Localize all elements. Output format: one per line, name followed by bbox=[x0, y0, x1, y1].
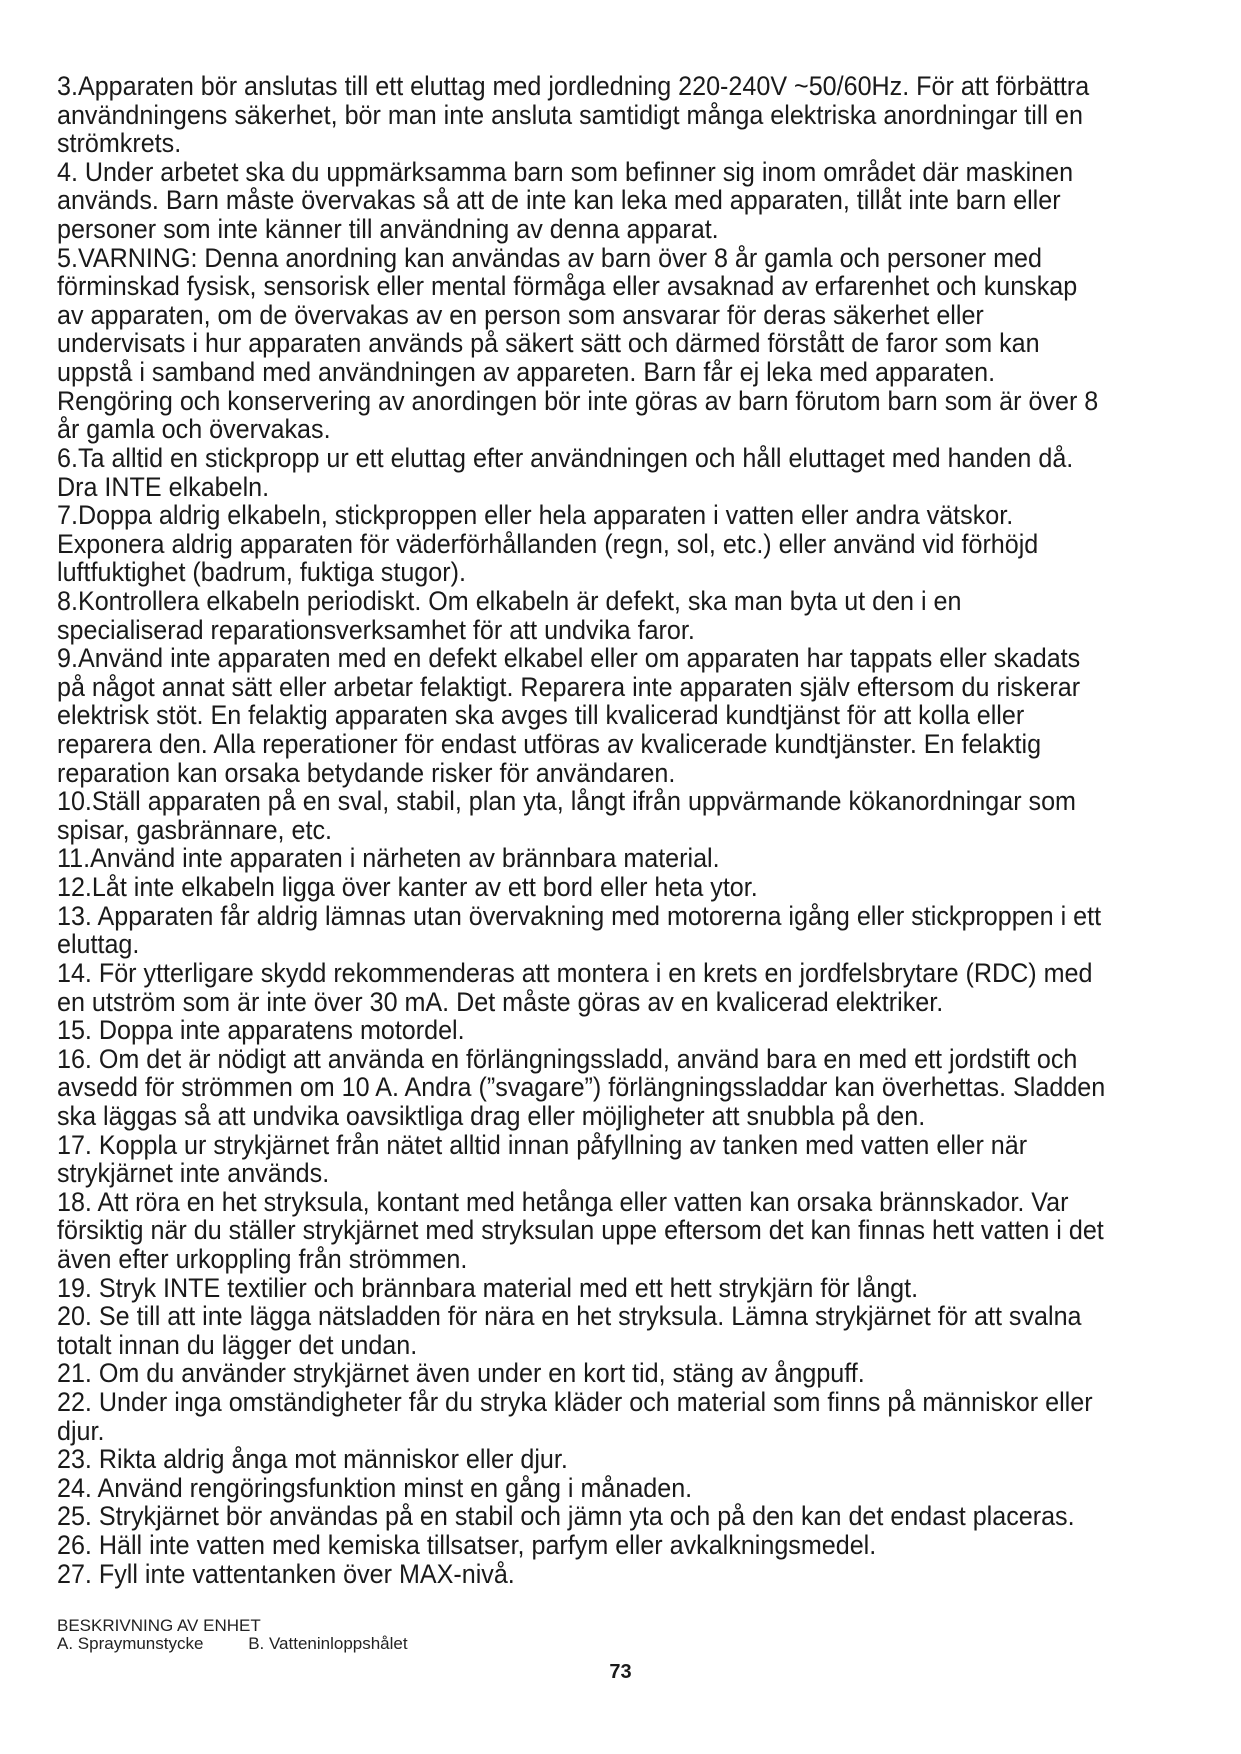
instruction-16: 16. Om det är nödigt att använda en förlängningssladd, använd bara en med ett jordstift och avsedd för strömmen om 10 A. Andra (”svagare”) förlängningssladdar kan överhettas. Sladden ska läggas så att undvika oavsiktliga drag eller möjligheter att snubbla på den. bbox=[57, 1043, 1106, 1131]
instruction-3: 3.Apparaten bör anslutas till ett eluttag med jordledning 220-240V ~50/60Hz. För att förbättra användningens säkerhet, bör man inte ansluta samtidigt många elektriska anordningar till en strömkrets. bbox=[57, 71, 1090, 159]
instruction-12: 12.Låt inte elkabeln ligga över kanter av ett bord eller heta ytor. bbox=[57, 872, 758, 903]
instruction-24: 24. Använd rengöringsfunktion minst en gång i månaden. bbox=[57, 1472, 693, 1503]
safety-instructions bbox=[57, 72, 1108, 1588]
page-number: 73 bbox=[609, 1661, 632, 1683]
instruction-11: 11.Använd inte apparaten i närheten av brännbara material. bbox=[57, 843, 720, 874]
instruction-22: 22. Under inga omständigheter får du stryka kläder och material som finns på människor eller djur. bbox=[57, 1387, 1093, 1446]
instruction-25: 25. Strykjärnet bör användas på en stabil och jämn yta och på den kan det endast placeras. bbox=[57, 1501, 1075, 1532]
instruction-8: 8.Kontrollera elkabeln periodiskt. Om elkabeln är defekt, ska man byta ut den i en specialiserad reparationsverksamhet för att undvika faror. bbox=[57, 585, 962, 645]
instruction-17: 17. Koppla ur strykjärnet från nätet alltid innan påfyllning av tanken med vatten eller när strykjärnet inte används. bbox=[57, 1129, 1028, 1189]
part-b-label: B. Vatteninloppshålet bbox=[248, 1633, 408, 1653]
instruction-14: 14. För ytterligare skydd rekommenderas att montera i en krets en jordfelsbrytare (RDC) med en utström som är inte över 30 mA. Det måste göras av en kvalicerad elektriker. bbox=[57, 957, 1093, 1017]
instruction-23: 23. Rikta aldrig ånga mot människor eller djur. bbox=[57, 1444, 568, 1475]
instruction-27: 27. Fyll inte vattentanken över MAX-nivå. bbox=[57, 1558, 515, 1589]
device-description bbox=[57, 1617, 408, 1653]
instruction-4: 4. Under arbetet ska du uppmärksamma barn som befinner sig inom området där maskinen används. Barn måste övervakas så att de inte kan leka med apparaten, tillåt inte barn eller personer som inte känner till användning av denna apparat. bbox=[57, 156, 1074, 245]
instruction-20: 20. Se till att inte lägga nätsladden för nära en het stryksula. Lämna strykjärnet för att svalna totalt innan du lägger det undan. bbox=[57, 1301, 1082, 1360]
instruction-21: 21. Om du använder strykjärnet även under en kort tid, stäng av ångpuff. bbox=[57, 1358, 865, 1389]
instruction-10: 10.Ställ apparaten på en sval, stabil, plan yta, långt ifrån uppvärmande kökanordningar som spisar, gasbrännare, etc. bbox=[57, 786, 1076, 845]
instruction-5: 5.VARNING: Denna anordning kan användas av barn över 8 år gamla och personer med förminskad fysisk, sensorisk eller mental förmåga eller avsaknad av erfarenhet och kunskap av apparaten, om de övervakas av en person som ansvarar för deras säkerhet eller undervisats i hur apparaten används på säkert sätt och därmed förstått de faror som kan uppstå i samband med användningen av appareten. Barn får ej leka med apparaten. Rengöring och konservering av anordingen bör inte göras av barn förutom barn som är över 8 år gamla och övervakas. bbox=[57, 242, 1099, 445]
device-description-heading: BESKRIVNING AV ENHET bbox=[57, 1616, 261, 1635]
part-a-label: A. Spraymunstycke bbox=[57, 1633, 204, 1653]
instruction-15: 15. Doppa inte apparatens motordel. bbox=[57, 1015, 465, 1046]
instruction-9: 9.Använd inte apparaten med en defekt elkabel eller om apparaten har tappats eller skadats på något annat sätt eller arbetar felaktigt. Reparera inte apparaten själv eftersom du riskerar elektrisk stöt. En felaktig apparaten ska avges till kvalicerad kundtjänst för att kolla eller reparera den. Alla reperationer för endast utföras av kvalicerade kundtjänster. En felaktig reparation kan orsaka betydande risker för användaren. bbox=[57, 643, 1081, 788]
instruction-13: 13. Apparaten får aldrig lämnas utan övervakning med motorerna igång eller stickproppen i ett eluttag. bbox=[57, 900, 1102, 960]
instruction-18: 18. Att röra en het stryksula, kontant med hetånga eller vatten kan orsaka brännskador. Var försiktig när du ställer strykjärnet med stryksulan uppe eftersom det kan finnas hett vatten i det även efter urkoppling från strömmen. bbox=[57, 1186, 1104, 1274]
instruction-26: 26. Häll inte vatten med kemiska tillsatser, parfym eller avkalkningsmedel. bbox=[57, 1530, 877, 1561]
instruction-19: 19. Stryk INTE textilier och brännbara material med ett hett strykjärn för långt. bbox=[57, 1272, 919, 1303]
instruction-6: 6.Ta alltid en stickpropp ur ett eluttag efter användningen och håll eluttaget med handen då. Dra INTE elkabeln. bbox=[57, 442, 1074, 502]
instruction-7: 7.Doppa aldrig elkabeln, stickproppen eller hela apparaten i vatten eller andra vätskor. Exponera aldrig apparaten för väderförhållanden (regn, sol, etc.) eller använd vid förhöjd luftfuktighet (badrum, fuktiga stugor). bbox=[57, 500, 1039, 588]
device-parts-list bbox=[57, 1635, 408, 1653]
